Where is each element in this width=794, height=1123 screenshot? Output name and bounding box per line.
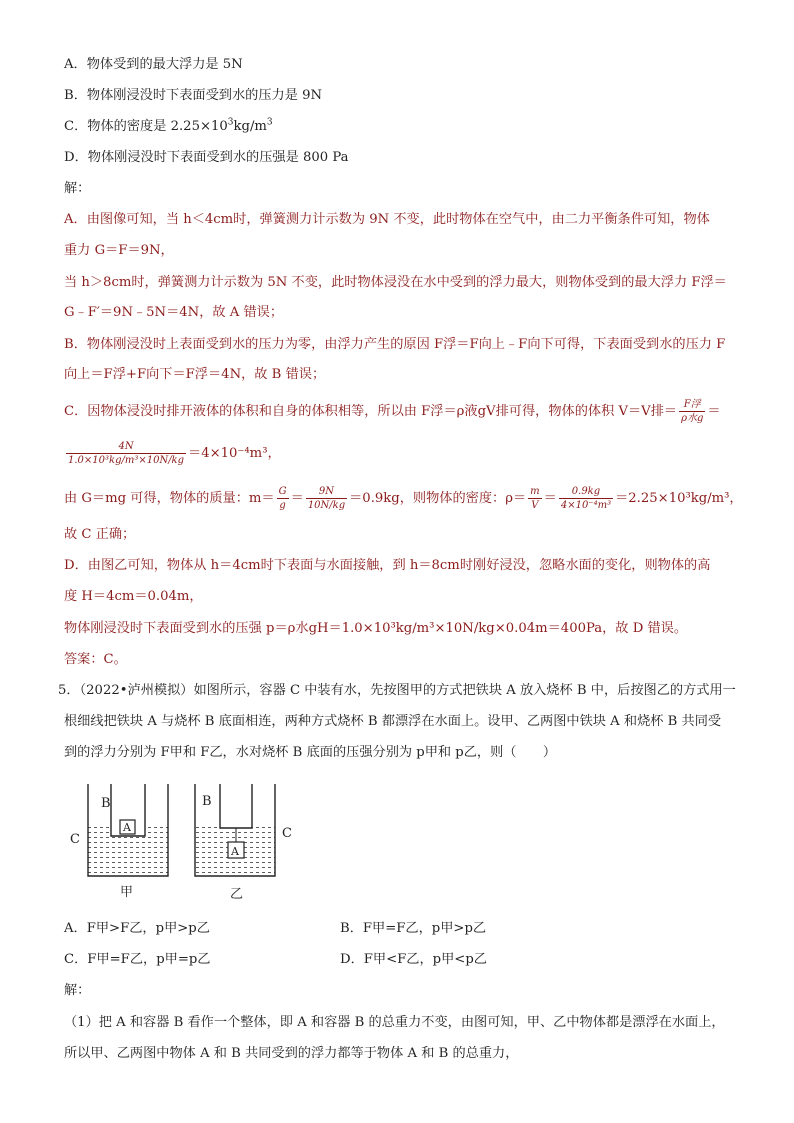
choice-a: A．F甲>F乙，p甲>p乙 [64, 921, 210, 936]
solution-d-line2: 度 H＝4cm＝0.04m， [64, 589, 203, 604]
solution2-line2: 所以甲、乙两图中物体 A 和 B 共同受到的浮力都等于物体 A 和 B 的总重力， [64, 1046, 519, 1061]
option-b: B．物体刚浸没时下表面受到水的压力是 9N [64, 88, 322, 103]
choice-c: C．F甲=F乙，p甲=p乙 [64, 952, 211, 967]
fraction-numerator: F浮 [679, 398, 705, 412]
solution2-line1: （1）把 A 和容器 B 看作一个整体，即 A 和容器 B 的总重力不变，由图可知，甲、乙中物体都是漂浮在水面上， [64, 1015, 725, 1030]
mass-text: 由 G＝mg 可得，物体的质量：m＝ [64, 491, 275, 506]
solution-d-line3: 物体刚浸没时下表面受到水的压强 p＝ρ水gH＝1.0×10³kg/m³×10N/kg×0.04m＝400Pa，故 D 错误。 [64, 621, 688, 636]
option-c-unit-exp: 3 [266, 117, 273, 128]
solution-c-line3: 由 G＝mg 可得，物体的质量：m＝ $\frac{G}{g}$ ＝ $\frac{9N}{10N/kg}$ ＝0.9kg，则物体的密度：ρ＝ $\frac{m}{V}$ ＝ $\frac{0.9kg}{\text{4×10⁻⁴m³}}$ ＝2.25×10³kg/m³， [64, 486, 743, 511]
fraction-denominator: ρ水g [681, 413, 704, 424]
solution-c-line1 [64, 398, 721, 425]
right-label-c: C [282, 826, 292, 841]
solution-b-line1: B．物体刚浸没时上表面受到水的压力为零，由浮力产生的原因 F浮＝F向上﹣F向下可得，下表面受到水的压力 F [64, 337, 726, 352]
solution-c-volume-result: ＝4×10⁻⁴m³， [188, 446, 281, 461]
solution-a-line2: 重力 G＝F＝9N， [64, 243, 174, 258]
question5-line1: 5．（2022•泸州模拟）如图所示，容器 C 中装有水，先按图甲的方式把铁块 A 放入烧杯 B 中，后按图乙的方式用一 [58, 683, 736, 698]
fraction-density [559, 485, 613, 512]
left-label-c: C [70, 832, 80, 847]
solution-label: 解： [64, 181, 91, 196]
fraction-numerator: 9N [306, 485, 347, 499]
left-label-a: A [123, 821, 131, 834]
option-d: D．物体刚浸没时下表面受到水的压强是 800 Pa [64, 150, 349, 165]
right-label-a: A [231, 845, 239, 858]
solution-c-text: C．因物体浸没时排开液体的体积和自身的体积相等，所以由 F浮＝ρ液gV排可得，物体的体积 V＝V排＝ [64, 404, 678, 419]
option-a: A．物体受到的最大浮力是 5N [64, 57, 243, 72]
solution2-label: 解： [64, 983, 91, 998]
solution-c-line4: 故 C 正确； [64, 527, 136, 542]
fraction-g-over-g [277, 485, 289, 512]
density-result: ＝2.25×10³kg/m³， [615, 491, 743, 506]
solution-d-line1: D．由图乙可知，物体从 h＝4cm时下表面与水面接触，到 h＝8cm时刚好浸没，忽略水面的变化，则物体的高 [64, 558, 711, 573]
fraction-mass [306, 485, 347, 512]
answer-line: 答案：C。 [64, 652, 127, 667]
fraction-volume [66, 440, 186, 467]
fraction-numerator: 0.9kg [559, 485, 613, 499]
fraction-numerator: 4N [66, 440, 186, 454]
left-label-b: B [101, 796, 111, 811]
fraction-buoyancy [679, 398, 705, 425]
fraction-denominator: V [531, 500, 539, 511]
fraction-denominator: 1.0×10³kg/m³×10N/kg [68, 455, 185, 466]
solution-a-line3: 当 h＞8cm时，弹簧测力计示数为 5N 不变，此时物体浸没在水中受到的浮力最大，则物体受到的最大浮力 F浮＝ [64, 275, 727, 290]
right-label-b: B [202, 794, 212, 809]
fraction-numerator: G [278, 486, 287, 497]
solution-b-line2: 向上＝F浮+F向下＝F浮＝4N，故 B 错误； [64, 367, 326, 382]
fraction-denominator: 4×10⁻⁴m³ [560, 500, 612, 511]
right-caption: 乙 [230, 887, 244, 902]
option-c [64, 118, 273, 136]
solution-a-line1: A．由图像可知，当 h＜4cm时，弹簧测力计示数为 9N 不变，此时物体在空气中，由二力平衡条件可知，物体 [64, 212, 710, 227]
question5-line3: 到的浮力分别为 F甲和 F乙，水对烧杯 B 底面的压强分别为 p甲和 p乙，则（ ） [64, 745, 557, 760]
solution-c-line2 [64, 440, 281, 467]
solution-c-eq: ＝ [707, 404, 721, 419]
fraction-denominator: g [279, 500, 286, 511]
fraction-denominator: 10N/kg [307, 500, 346, 511]
option-c-unit: kg/m [233, 119, 267, 134]
density-text: ＝0.9kg，则物体的密度：ρ＝ [349, 491, 527, 506]
fraction-m-over-v [528, 485, 541, 512]
left-caption: 甲 [120, 885, 134, 900]
solution-a-line4: G﹣F′＝9N﹣5N＝4N，故 A 错误； [64, 305, 284, 320]
option-c-text: C．物体的密度是 2.25×10 [64, 119, 228, 134]
fraction-numerator: m [530, 486, 540, 497]
question5-line2: 根细线把铁块 A 与烧杯 B 底面相连，两种方式烧杯 B 都漂浮在水面上。设甲、乙两图中铁块 A 和烧杯 B 共同受 [64, 714, 722, 729]
choice-b: B．F甲=F乙，p甲>p乙 [340, 921, 487, 936]
beaker-figure [64, 780, 304, 905]
choice-d: D．F甲<F乙，p甲<p乙 [340, 952, 487, 967]
option-c-exp: 3 [227, 117, 234, 128]
